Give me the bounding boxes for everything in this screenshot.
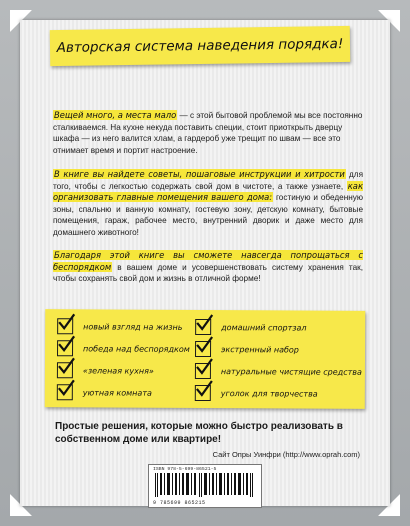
paragraph-text: — с этой бытовой проблемой мы все постоянно сталкиваемся. На кухне некуда поставить специи, стоит приоткрыть дверцу шкафа — из него валится хлам, а гардероб уже трещит по швам — все это отнимает время и портит настроение. — [53, 111, 363, 155]
list-item — [57, 315, 190, 338]
isbn-text: ISBN 978-5-699-86521-5 — [153, 467, 217, 472]
checklist-left-column — [57, 315, 190, 404]
barcode-bars-icon — [155, 473, 255, 497]
list-item-label: натуральные чистящие средства — [220, 366, 362, 377]
highlight: Благодаря этой книге вы сможете навсегда попрощаться с беспорядком — [53, 250, 363, 272]
highlight: В книге вы найдете советы, пошаговые инструкции и хитрости — [54, 169, 345, 179]
checkbox-checked-icon — [195, 385, 211, 401]
paragraph-text: в вашем доме и усовершенствовать систему хранения так, чтобы сохранять свой дом и жизнь в отличной форме! — [53, 262, 363, 283]
list-item — [195, 316, 362, 339]
list-item-label: «зеленая кухня» — [82, 365, 154, 376]
paragraph-tips — [53, 169, 363, 238]
list-item-label: уютная комната — [82, 387, 152, 398]
checkbox-checked-icon — [195, 341, 211, 357]
list-item — [195, 338, 362, 361]
highlight: Вещей много, а места мало — [54, 110, 177, 120]
list-item-label: домашний спортзал — [221, 322, 307, 333]
highlight: как организовать главные помещения вашего дома: — [53, 180, 363, 202]
list-item — [195, 382, 362, 405]
checklist-right-column — [195, 316, 362, 405]
checkbox-checked-icon — [195, 363, 211, 379]
list-item-label: победа над беспорядком — [83, 343, 190, 354]
list-item — [195, 360, 362, 383]
quote-source: Сайт Опры Уинфри (http://www.oprah.com) — [212, 450, 360, 459]
list-item — [57, 381, 190, 404]
checkbox-checked-icon — [57, 340, 73, 356]
checkbox-checked-icon — [57, 318, 73, 334]
list-item-label: экстренный набор — [221, 344, 299, 354]
list-item-label: уголок для творчества — [220, 388, 318, 399]
list-item-label: новый взгляд на жизнь — [83, 321, 183, 332]
paragraph-text: гостиную и обеденную зоны, спальню и ванную комнату, гостевую зону, детскую комнату, бытовые помещения, гараж, рабочее место, внутренний дворик и даже место для домашнего животного! — [53, 193, 363, 237]
checkbox-checked-icon — [57, 362, 73, 378]
checkbox-checked-icon — [195, 319, 211, 335]
list-item — [57, 359, 190, 382]
barcode-number: 9 785699 865215 — [153, 500, 206, 506]
paragraph-text: для того, чтобы с легкостью содержать свой дом в чистоте, а также узнаете, — [53, 170, 363, 191]
paragraph-intro — [53, 110, 363, 156]
bottom-quote: Простые решения, которые можно быстро реализовать в собственном доме или квартире! — [55, 421, 343, 445]
list-item — [57, 337, 190, 360]
paragraph-benefit — [53, 250, 363, 285]
barcode — [148, 464, 262, 508]
header-note-text: Авторская система наведения порядка! — [56, 35, 344, 57]
header-sticky-note — [50, 26, 350, 66]
checklist-sticky-note — [45, 309, 366, 409]
checkbox-checked-icon — [57, 384, 73, 400]
